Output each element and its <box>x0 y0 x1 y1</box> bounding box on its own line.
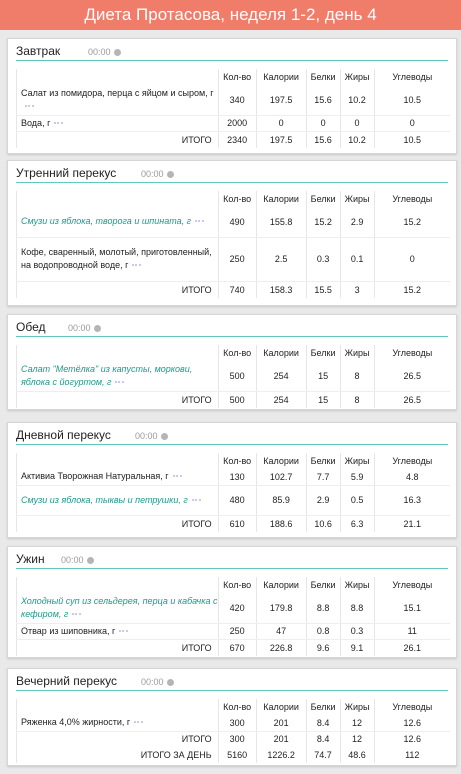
food-fat: 10.2 <box>340 85 374 115</box>
food-kcal: 2.5 <box>256 237 306 281</box>
column-header: Кол-во <box>218 577 256 593</box>
name-column-header <box>17 69 219 85</box>
food-fat: 0 <box>340 115 374 131</box>
food-fat: 12 <box>340 715 374 731</box>
meal-header <box>16 161 448 183</box>
food-name-text: Отвар из шиповника, г <box>21 625 116 636</box>
table-header-row <box>17 345 451 361</box>
column-header: Калории <box>256 453 306 469</box>
meal-title[interactable]: Обед <box>16 320 46 334</box>
food-kcal: 47 <box>256 623 306 639</box>
food-kcal: 102.7 <box>256 469 306 485</box>
food-row <box>17 115 451 131</box>
total-label: ИТОГО <box>17 515 219 532</box>
total-row <box>17 391 451 408</box>
food-name-text: Ряженка 4,0% жирности, г <box>21 717 131 728</box>
nutrition-table <box>16 69 450 148</box>
total-protein: 74.7 <box>306 747 340 763</box>
meal-header <box>16 423 448 445</box>
food-fat: 5.9 <box>340 469 374 485</box>
food-qty: 130 <box>218 469 256 485</box>
food-qty: 420 <box>218 593 256 623</box>
meal-header <box>16 315 448 337</box>
meal-title[interactable]: Ужин <box>16 552 45 566</box>
food-qty: 250 <box>218 623 256 639</box>
column-header: Кол-во <box>218 191 256 207</box>
food-name <box>17 623 219 639</box>
total-label: ИТОГО <box>17 281 219 298</box>
food-name <box>17 85 219 115</box>
food-qty: 480 <box>218 485 256 515</box>
column-header: Жиры <box>340 453 374 469</box>
food-carbs: 4.8 <box>374 469 450 485</box>
food-name[interactable] <box>17 361 219 391</box>
total-carbs: 15.2 <box>374 281 450 298</box>
food-protein: 2.9 <box>306 485 340 515</box>
total-protein: 15 <box>306 391 340 408</box>
total-protein: 10.6 <box>306 515 340 532</box>
food-kcal: 0 <box>256 115 306 131</box>
total-fat: 10.2 <box>340 131 374 148</box>
column-header: Калории <box>256 69 306 85</box>
nutrition-table <box>16 191 450 298</box>
more-options-icon[interactable] <box>192 499 201 502</box>
food-carbs: 16.3 <box>374 485 450 515</box>
column-header: Жиры <box>340 69 374 85</box>
name-column-header <box>17 577 219 593</box>
nutrition-table <box>16 345 450 408</box>
column-header: Калории <box>256 345 306 361</box>
name-column-header <box>17 453 219 469</box>
total-label: ИТОГО <box>17 391 219 408</box>
column-header: Жиры <box>340 577 374 593</box>
food-kcal: 254 <box>256 361 306 391</box>
clock-icon[interactable] <box>87 557 94 564</box>
meal-card <box>7 160 457 306</box>
meal-title[interactable]: Дневной перекус <box>16 428 111 442</box>
table-header-row <box>17 577 451 593</box>
food-name <box>17 115 219 131</box>
meal-time[interactable] <box>135 431 168 441</box>
total-row <box>17 515 451 532</box>
food-fat: 0.5 <box>340 485 374 515</box>
food-carbs: 15.1 <box>374 593 450 623</box>
food-protein: 0 <box>306 115 340 131</box>
meal-card <box>7 314 457 410</box>
meal-title[interactable]: Завтрак <box>16 44 61 58</box>
total-protein: 15.5 <box>306 281 340 298</box>
total-fat: 6.3 <box>340 515 374 532</box>
column-header: Жиры <box>340 345 374 361</box>
food-name-text[interactable]: Смузи из яблока, творога и шпината, г <box>21 216 192 227</box>
food-kcal: 197.5 <box>256 85 306 115</box>
column-header: Белки <box>306 191 340 207</box>
total-row <box>17 281 451 298</box>
name-column-header <box>17 345 219 361</box>
total-carbs: 12.6 <box>374 731 450 747</box>
total-fat: 3 <box>340 281 374 298</box>
column-header: Калории <box>256 577 306 593</box>
food-protein: 8.8 <box>306 593 340 623</box>
food-protein: 7.7 <box>306 469 340 485</box>
total-kcal: 188.6 <box>256 515 306 532</box>
food-kcal: 201 <box>256 715 306 731</box>
food-name-text: Кофе, сваренный, молотый, приготовленный, на водопроводной воде, г <box>21 247 212 270</box>
food-qty: 500 <box>218 361 256 391</box>
food-carbs: 26.5 <box>374 361 450 391</box>
total-qty: 2340 <box>218 131 256 148</box>
column-header: Белки <box>306 453 340 469</box>
food-protein: 15.6 <box>306 85 340 115</box>
total-kcal: 254 <box>256 391 306 408</box>
food-fat: 2.9 <box>340 207 374 237</box>
total-kcal: 1226.2 <box>256 747 306 763</box>
meal-time[interactable] <box>61 555 94 565</box>
more-options-icon[interactable] <box>119 630 128 633</box>
meal-time-value: 00:00 <box>141 169 164 179</box>
column-header: Жиры <box>340 191 374 207</box>
column-header: Углеводы <box>374 453 450 469</box>
column-header: Углеводы <box>374 69 450 85</box>
total-kcal: 197.5 <box>256 131 306 148</box>
more-options-icon[interactable] <box>54 122 63 125</box>
food-row <box>17 623 451 639</box>
food-row <box>17 593 451 623</box>
total-fat: 9.1 <box>340 639 374 656</box>
food-name-text: Салат из помидора, перца с яйцом и сыром, г <box>21 87 214 98</box>
name-column-header <box>17 191 219 207</box>
food-fat: 0.3 <box>340 623 374 639</box>
food-fat: 0.1 <box>340 237 374 281</box>
food-protein: 0.3 <box>306 237 340 281</box>
food-qty: 490 <box>218 207 256 237</box>
total-protein: 15.6 <box>306 131 340 148</box>
nutrition-table <box>16 577 450 656</box>
food-kcal: 85.9 <box>256 485 306 515</box>
food-protein: 8.4 <box>306 715 340 731</box>
total-label: ИТОГО <box>17 131 219 148</box>
column-header: Калории <box>256 699 306 715</box>
food-name <box>17 469 219 485</box>
meal-header <box>16 39 448 61</box>
column-header: Кол-во <box>218 699 256 715</box>
meal-time[interactable] <box>68 323 101 333</box>
food-carbs: 11 <box>374 623 450 639</box>
food-row <box>17 361 451 391</box>
total-carbs: 26.5 <box>374 391 450 408</box>
nutrition-table <box>16 453 450 532</box>
clock-icon[interactable] <box>167 171 174 178</box>
column-header: Углеводы <box>374 191 450 207</box>
food-qty: 300 <box>218 715 256 731</box>
food-kcal: 155.8 <box>256 207 306 237</box>
meal-time[interactable] <box>141 169 174 179</box>
name-column-header <box>17 699 219 715</box>
total-carbs: 26.1 <box>374 639 450 656</box>
food-name-text: Вода, г <box>21 117 51 128</box>
total-fat: 8 <box>340 391 374 408</box>
food-name <box>17 237 219 281</box>
table-header-row <box>17 453 451 469</box>
meal-time-value: 00:00 <box>135 431 158 441</box>
total-qty: 610 <box>218 515 256 532</box>
total-qty: 5160 <box>218 747 256 763</box>
food-kcal: 179.8 <box>256 593 306 623</box>
column-header: Калории <box>256 191 306 207</box>
food-name[interactable] <box>17 207 219 237</box>
food-carbs: 10.5 <box>374 85 450 115</box>
total-qty: 670 <box>218 639 256 656</box>
column-header: Кол-во <box>218 453 256 469</box>
more-options-icon[interactable] <box>173 475 182 478</box>
food-protein: 15 <box>306 361 340 391</box>
food-protein: 0.8 <box>306 623 340 639</box>
food-carbs: 15.2 <box>374 207 450 237</box>
food-name[interactable] <box>17 593 219 623</box>
meal-header <box>16 547 448 569</box>
meal-time-value: 00:00 <box>88 47 111 57</box>
more-options-icon[interactable] <box>195 220 204 223</box>
food-row <box>17 85 451 115</box>
food-row <box>17 485 451 515</box>
total-label: ИТОГО <box>17 639 219 656</box>
total-kcal: 158.3 <box>256 281 306 298</box>
food-row <box>17 207 451 237</box>
column-header: Кол-во <box>218 69 256 85</box>
clock-icon[interactable] <box>114 49 121 56</box>
total-protein: 9.6 <box>306 639 340 656</box>
meal-card <box>7 422 457 538</box>
total-row <box>17 131 451 148</box>
more-options-icon[interactable] <box>134 721 143 724</box>
total-row <box>17 731 451 747</box>
meal-time-value: 00:00 <box>61 555 84 565</box>
total-protein: 8.4 <box>306 731 340 747</box>
food-fat: 8 <box>340 361 374 391</box>
food-qty: 340 <box>218 85 256 115</box>
meal-time[interactable] <box>141 677 174 687</box>
column-header: Углеводы <box>374 345 450 361</box>
food-protein: 15.2 <box>306 207 340 237</box>
clock-icon[interactable] <box>94 325 101 332</box>
column-header: Белки <box>306 69 340 85</box>
food-name <box>17 715 219 731</box>
food-name[interactable] <box>17 485 219 515</box>
page-header <box>0 0 461 30</box>
column-header: Белки <box>306 345 340 361</box>
food-qty: 250 <box>218 237 256 281</box>
meal-time[interactable] <box>88 47 121 57</box>
table-header-row <box>17 699 451 715</box>
total-kcal: 201 <box>256 731 306 747</box>
more-options-icon[interactable] <box>25 105 34 108</box>
total-label: ИТОГО ЗА ДЕНЬ <box>17 747 219 763</box>
meal-time-value: 00:00 <box>68 323 91 333</box>
more-options-icon[interactable] <box>72 613 81 616</box>
food-name-text[interactable]: Смузи из яблока, тыквы и петрушки, г <box>21 494 188 505</box>
page-title: Диета Протасова, неделя 1-2, день 4 <box>84 5 377 24</box>
food-row <box>17 237 451 281</box>
food-qty: 2000 <box>218 115 256 131</box>
more-options-icon[interactable] <box>115 381 124 384</box>
column-header: Белки <box>306 577 340 593</box>
food-row <box>17 715 451 731</box>
food-carbs: 0 <box>374 237 450 281</box>
total-row <box>17 747 451 763</box>
total-qty: 300 <box>218 731 256 747</box>
food-name-text[interactable]: Холодный суп из сельдерея, перца и кабачка с кефиром, г <box>21 595 218 619</box>
column-header: Углеводы <box>374 699 450 715</box>
meal-time-value: 00:00 <box>141 677 164 687</box>
total-qty: 740 <box>218 281 256 298</box>
food-name-text[interactable]: Салат "Метёлка" из капусты, моркови, яблока с йогуртом, г <box>21 363 193 387</box>
food-name-text: Активиа Творожная Натуральная, г <box>21 471 169 482</box>
clock-icon[interactable] <box>167 679 174 686</box>
table-header-row <box>17 191 451 207</box>
food-carbs: 0 <box>374 115 450 131</box>
table-header-row <box>17 69 451 85</box>
meal-title[interactable]: Вечерний перекус <box>16 674 118 688</box>
total-carbs: 21.1 <box>374 515 450 532</box>
total-kcal: 226.8 <box>256 639 306 656</box>
food-carbs: 12.6 <box>374 715 450 731</box>
total-row <box>17 639 451 656</box>
clock-icon[interactable] <box>161 433 168 440</box>
total-qty: 500 <box>218 391 256 408</box>
total-label: ИТОГО <box>17 731 219 747</box>
food-row <box>17 469 451 485</box>
total-fat: 12 <box>340 731 374 747</box>
meal-card <box>7 546 457 658</box>
total-carbs: 10.5 <box>374 131 450 148</box>
meal-card <box>7 38 457 154</box>
column-header: Кол-во <box>218 345 256 361</box>
column-header: Жиры <box>340 699 374 715</box>
meal-card <box>7 668 457 766</box>
column-header: Белки <box>306 699 340 715</box>
total-carbs: 112 <box>374 747 450 763</box>
more-options-icon[interactable] <box>132 264 141 267</box>
total-fat: 48.6 <box>340 747 374 763</box>
meal-title[interactable]: Утренний перекус <box>16 166 117 180</box>
column-header: Углеводы <box>374 577 450 593</box>
nutrition-table <box>16 699 450 763</box>
food-fat: 8.8 <box>340 593 374 623</box>
meal-header <box>16 669 448 691</box>
